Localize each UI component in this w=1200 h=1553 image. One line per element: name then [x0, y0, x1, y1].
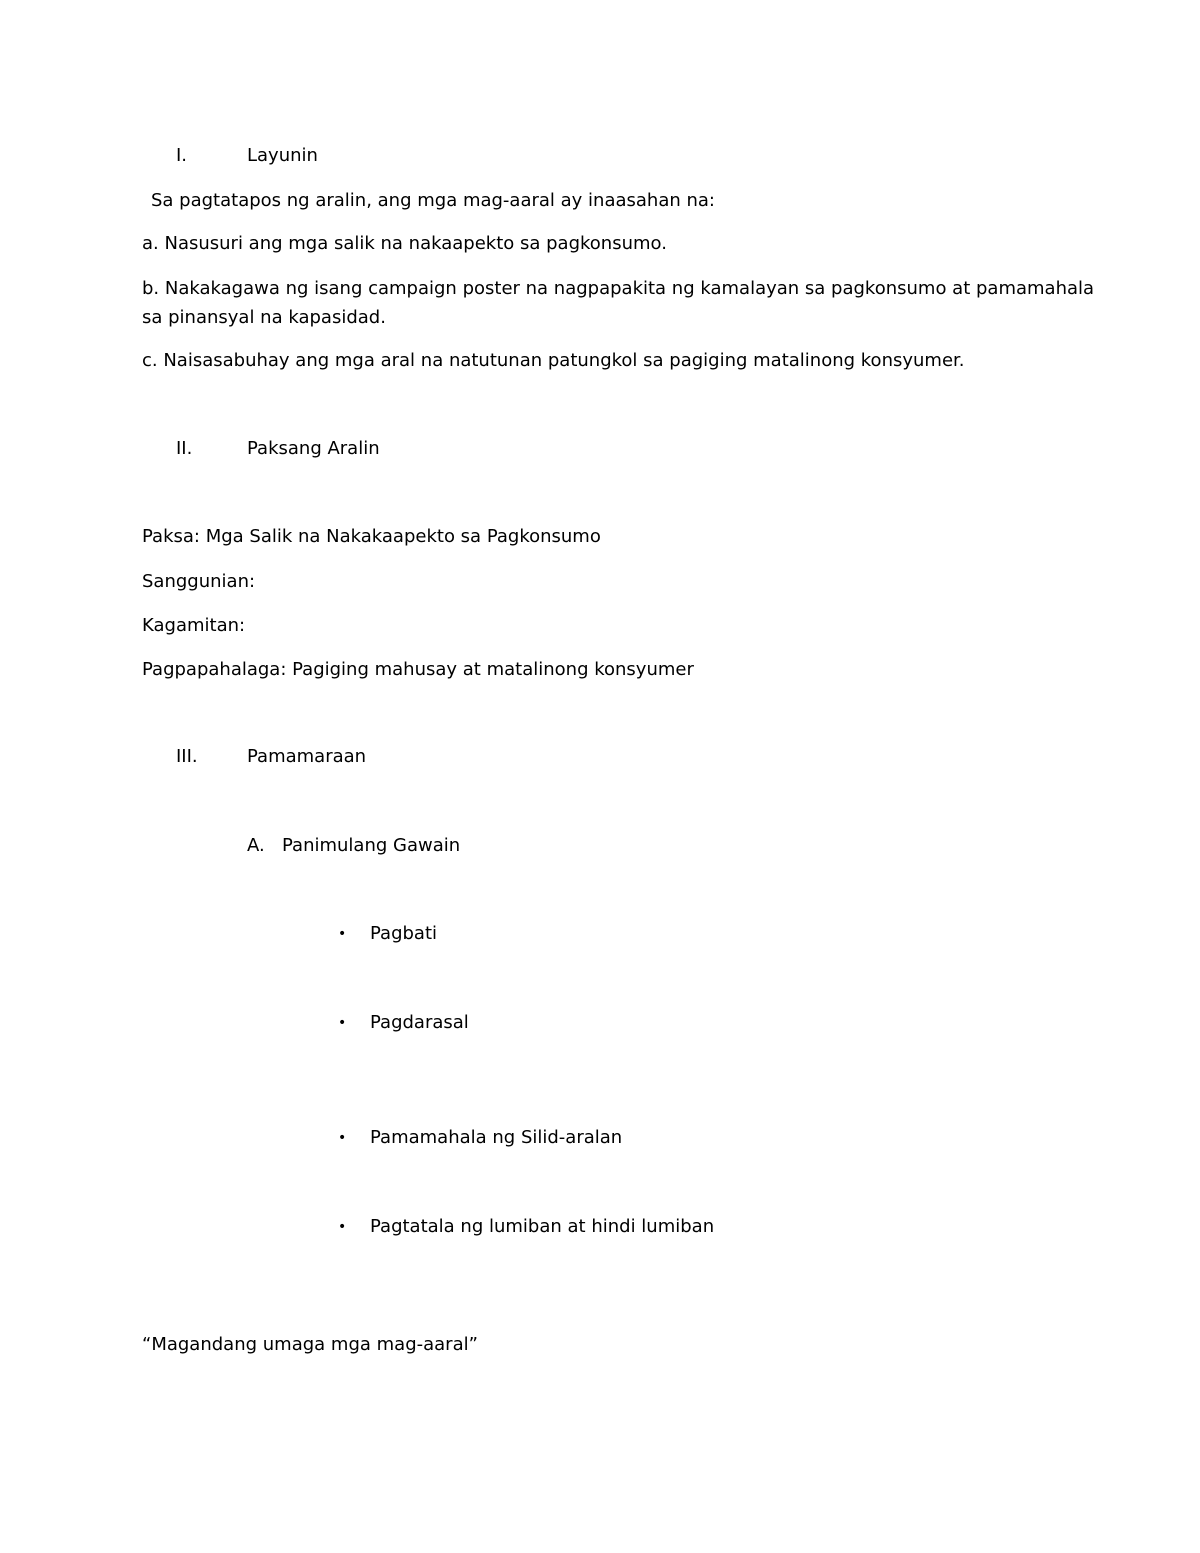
section-1-title: Layunin — [247, 145, 318, 166]
field-kagamitan: Kagamitan: — [142, 615, 246, 636]
objective-b: b. Nakakagawa ng isang campaign poster na nagpapakita ng kamalayan sa pagkonsumo at pamamahala — [142, 278, 1095, 299]
field-sanggunian: Sanggunian: — [142, 571, 256, 592]
bullet-icon: • — [338, 1219, 347, 1235]
field-paksa: Paksa: Mga Salik na Nakakaapekto sa Pagkonsumo — [142, 526, 601, 547]
bullet-icon: • — [338, 1015, 347, 1031]
subsection-a-letter: A. — [247, 835, 265, 856]
objectives-intro: Sa pagtatapos ng aralin, ang mga mag-aaral ay inaasahan na: — [151, 190, 715, 211]
bullet-icon: • — [338, 926, 347, 942]
section-1-numeral: I. — [176, 145, 188, 166]
subsection-a-title: Panimulang Gawain — [282, 835, 461, 856]
list-item-text: Pagbati — [370, 923, 438, 944]
list-item-text: Pagtatala ng lumiban at hindi lumiban — [370, 1216, 715, 1237]
field-pagpapahalaga: Pagpapahalaga: Pagiging mahusay at matalinong konsyumer — [142, 659, 694, 680]
section-3-title: Pamamaraan — [247, 746, 367, 767]
objective-b-continued: sa pinansyal na kapasidad. — [142, 307, 386, 328]
bullet-icon: • — [338, 1130, 347, 1146]
greeting-quote: “Magandang umaga mga mag-aaral” — [142, 1334, 478, 1355]
objective-a: a. Nasusuri ang mga salik na nakaapekto sa pagkonsumo. — [142, 233, 667, 254]
section-3-numeral: III. — [176, 746, 198, 767]
section-2-numeral: II. — [176, 438, 193, 459]
objective-c: c. Naisasabuhay ang mga aral na natutunan patungkol sa pagiging matalinong konsyumer. — [142, 350, 965, 371]
list-item-text: Pagdarasal — [370, 1012, 469, 1033]
list-item-text: Pamamahala ng Silid-aralan — [370, 1127, 623, 1148]
section-2-title: Paksang Aralin — [247, 438, 380, 459]
